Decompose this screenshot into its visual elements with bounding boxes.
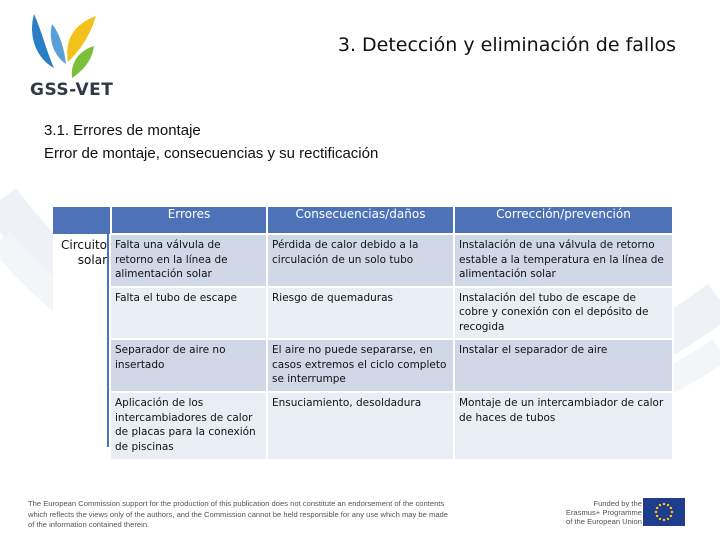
consequence-cell: Pérdida de calor debido a la circulación de un solo tubo — [267, 234, 454, 287]
correction-cell: Montaje de un intercambiador de calor de haces de tubos — [454, 392, 673, 459]
consequence-cell: El aire no puede separarse, en casos extremos el ciclo completo se interrumpe — [267, 339, 454, 392]
error-cell: Aplicación de los intercambiadores de calor de placas para la conexión de piscinas — [111, 392, 267, 459]
row-group-label: Circuito solar — [53, 234, 111, 459]
logo-text: GSS-VET — [30, 80, 114, 100]
error-cell: Separador de aire no insertado — [111, 339, 267, 392]
table-row — [53, 392, 673, 459]
footer-disclaimer: The European Commission support for the production of this publication does not constitute an endorsement of the contents which reflects the views only of the authors, and the Commission cannot be held responsible for any use which may be made of the information contained therein. — [28, 499, 448, 529]
column-header-errors: Errores — [111, 207, 267, 234]
page-title: 3. Detección y eliminación de fallos — [337, 34, 676, 56]
section-heading: Error de montaje, consecuencias y su rectificación — [44, 145, 379, 162]
table-row — [53, 287, 673, 340]
error-cell: Falta una válvula de retorno en la línea de alimentación solar — [111, 234, 267, 287]
table-header-row — [53, 207, 673, 234]
errors-table — [53, 207, 674, 459]
correction-cell: Instalación de una válvula de retorno estable a la temperatura en la línea de alimentación solar — [454, 234, 673, 287]
funded-by-text: Funded by the Erasmus+ Programme of the European Union — [565, 499, 642, 526]
section-subtitle: 3.1. Errores de montaje — [44, 122, 201, 139]
column-header-consequences: Consecuencias/daños — [267, 207, 454, 234]
table-divider — [107, 207, 109, 447]
error-cell: Falta el tubo de escape — [111, 287, 267, 340]
header-blank-cell — [53, 207, 111, 234]
consequence-cell: Ensuciamiento, desoldadura — [267, 392, 454, 459]
column-header-correction: Corrección/prevención — [454, 207, 673, 234]
table-row — [53, 339, 673, 392]
table-row — [53, 234, 673, 287]
consequence-cell: Riesgo de quemaduras — [267, 287, 454, 340]
correction-cell: Instalar el separador de aire — [454, 339, 673, 392]
correction-cell: Instalación del tubo de escape de cobre y conexión con el depósito de recogida — [454, 287, 673, 340]
eu-flag-icon — [643, 498, 685, 526]
